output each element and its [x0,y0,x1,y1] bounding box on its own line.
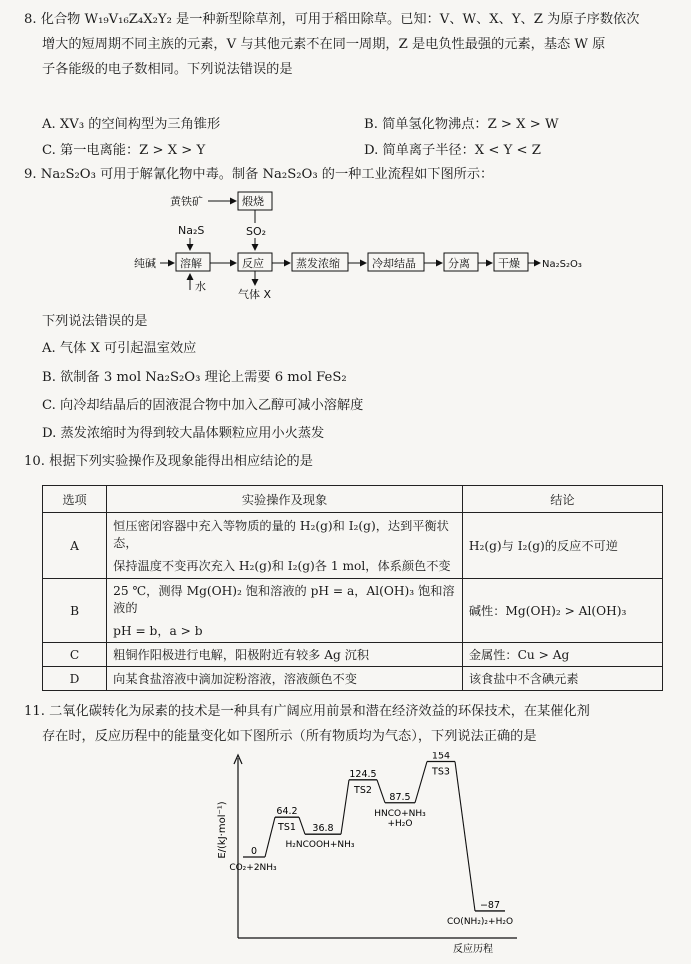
energy-connector [265,817,275,857]
flow-water: 水 [195,280,206,293]
flow-product: Na₂S₂O₃ [542,259,582,270]
species-label: TS3 [432,766,450,778]
row-conclusion: 该食盐中不含碘元素 [462,667,662,691]
energy-connector [415,762,427,803]
flow-cool: 冷却结晶 [372,257,416,270]
species-label: CO(NH₂)₂+H₂O [446,916,514,927]
species-label: CO₂+2NH₃ [229,863,277,873]
table-header-row [43,486,663,513]
flow-roast: 煅烧 [242,195,264,208]
q9-option-d: D. 蒸发浓缩时为得到较大晶体颗粒应用小火蒸发 [42,426,325,441]
q8-option-a: A. XV₃ 的空间构型为三角锥形 [42,117,221,132]
flow-soda: 纯碱 [134,257,156,270]
row-operation-line: pH = b，a > b [113,624,203,638]
q8-line1: 8. 化合物 W₁₉V₁₆Z₄X₂Y₂ 是一种新型除草剂，可用于稻田除草。已知：V、W、X、Y、Z 为原子序数依次 [24,12,640,27]
flow-na2s: Na₂S [178,224,205,237]
q8-line3: 子各能级的电子数相同。下列说法错误的是 [42,62,293,77]
flow-dry: 干燥 [498,257,520,270]
flow-dissolve: 溶解 [180,257,202,270]
q9-line1: 9. Na₂S₂O₃ 可用于解氰化物中毒。制备 Na₂S₂O₃ 的一种工业流程如下图所示： [24,167,494,182]
species-label: TS2 [354,784,372,796]
value-label: 154 [431,752,451,762]
value-label: 0 [250,846,258,857]
experiment-table [42,485,663,691]
header-conclusion: 结论 [462,486,662,513]
q9-option-b: B. 欲制备 3 mol Na₂S₂O₃ 理论上需要 6 mol FeS₂ [42,370,347,385]
q8-line2: 增大的短周期不同主族的元素，V 与其他元素不在同一周期，Z 是电负性最强的元素，基态 W 原 [42,37,606,52]
row-operation-line: 25 ℃，测得 Mg(OH)₂ 饱和溶液的 pH = a，Al(OH)₃ 饱和溶液的 [113,584,455,615]
row-operation: 粗铜作阳极进行电解，阳极附近有较多 Ag 沉积 [107,643,463,667]
flow-pyrite: 黄铁矿 [170,195,203,208]
row-operation [107,513,463,579]
value-label: 124.5 [349,768,377,780]
species-label: H₂NCOOH+NH₃ [285,840,355,851]
q11-line2: 存在时，反应历程中的能量变化如下图所示（所有物质均为气态），下列说法正确的是 [42,729,537,744]
q9-option-c: C. 向冷却结晶后的固液混合物中加入乙醇可减小溶解度 [42,398,364,413]
energy-connector [455,762,475,911]
value-label: 64.2 [276,806,298,818]
header-option: 选项 [43,486,107,513]
row-operation-line: 恒压密闭容器中充入等物质的量的 H₂(g)和 I₂(g)，达到平衡状态， [113,519,449,550]
y-axis-label: E/(kJ·mol⁻¹) [217,801,228,859]
header-operation: 实验操作及现象 [107,486,463,513]
flow-sep: 分离 [448,257,470,270]
row-option: B [43,579,107,643]
value-label: 36.8 [312,823,334,835]
table-row [43,643,663,667]
species-label: HNCO+NH₃ +H₂O [374,808,426,829]
row-conclusion: H₂(g)与 I₂(g)的反应不可逆 [462,513,662,579]
q8-option-b: B. 简单氢化物沸点：Z > X > W [364,117,559,132]
energy-connector [341,780,349,834]
row-option: C [43,643,107,667]
flow-gas-x: 气体 X [238,288,272,301]
q10-line1: 10. 根据下列实验操作及现象能得出相应结论的是 [24,454,313,469]
energy-connector [299,817,305,834]
flow-evap: 蒸发浓缩 [296,257,340,270]
energy-profile-chart [205,752,525,958]
q9-option-a: A. 气体 X 可引起温室效应 [42,341,197,356]
row-operation-line: 保持温度不变再次充入 H₂(g)和 I₂(g)各 1 mol，体系颜色不变 [113,559,451,573]
row-conclusion: 金属性：Cu > Ag [462,643,662,667]
table-row [43,513,663,579]
row-conclusion: 碱性：Mg(OH)₂ > Al(OH)₃ [462,579,662,643]
value-label: −87 [479,899,501,911]
row-option: A [43,513,107,579]
q11-line1: 11. 二氧化碳转化为尿素的技术是一种具有广阔应用前景和潜在经济效益的环保技术，在某催化剂 [24,704,590,719]
species-label: TS1 [278,822,296,834]
value-label: 87.5 [389,791,411,803]
table-row [43,667,663,691]
q8-option-d: D. 简单离子半径：X < Y < Z [364,143,541,158]
row-option: D [43,667,107,691]
row-operation: 向某食盐溶液中滴加淀粉溶液，溶液颜色不变 [107,667,463,691]
flow-react: 反应 [242,257,264,270]
energy-connector [377,780,385,803]
q8-option-c: C. 第一电离能：Z > X > Y [42,143,206,158]
process-flow-diagram [120,190,600,305]
flow-so2: SO₂ [246,225,267,238]
table-row [43,579,663,643]
x-axis-label: 反应历程 [453,944,493,955]
q9-stem: 下列说法错误的是 [42,314,148,329]
row-operation [107,579,463,643]
